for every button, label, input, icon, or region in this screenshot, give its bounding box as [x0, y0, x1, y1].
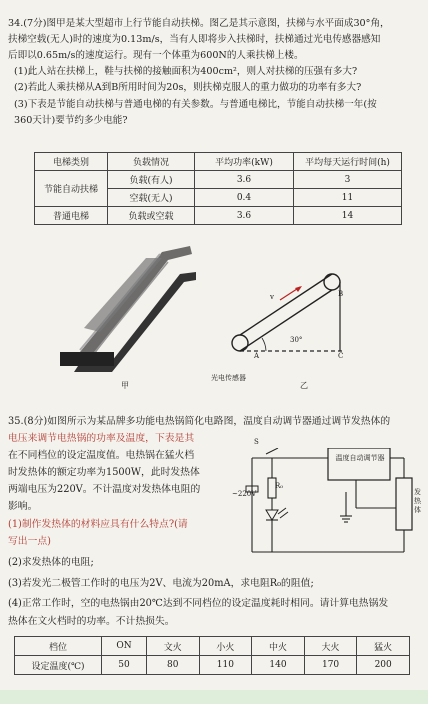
point-c-label: C [338, 352, 344, 360]
q35-line-5: 两端电压为220V。不计温度对发热体电阻的 [8, 484, 201, 495]
table-cell: 节能自动扶梯 [35, 171, 108, 207]
table-cell: 140 [252, 656, 305, 675]
table-cell: 14 [294, 207, 402, 225]
table-row [15, 637, 410, 656]
table-cell: 3.6 [195, 207, 294, 225]
q35-sub-1: (1)制作发热体的材料应具有什么特点?(请 [8, 519, 188, 530]
table-cell: 0.4 [195, 189, 294, 207]
q35-sub-4: (4)正常工作时，空的电热锅由20℃达到不同档位的设定温度耗时相同。请计算电热锅发 [8, 598, 389, 609]
point-b-label: B [338, 290, 344, 298]
page-bottom-band [0, 690, 428, 704]
q34-sub-3-cont: 360天计)要节约多少电能? [14, 115, 128, 126]
table-cell: 中火 [252, 637, 305, 656]
table-row [35, 171, 402, 189]
q35-sub-4-cont: 热体在文火档时的功率。不计热损失。 [8, 616, 175, 627]
table-row [15, 656, 410, 675]
table-cell: 110 [199, 656, 252, 675]
table-cell: 文火 [146, 637, 199, 656]
point-a-label: A [254, 352, 260, 360]
regulator-label: 温度自动调节器 [335, 454, 385, 462]
table-cell: 80 [146, 656, 199, 675]
table-cell: 设定温度(℃) [15, 656, 102, 675]
table-header-row [35, 153, 402, 171]
q35-line-1: 35.(8分)如图所示为某品牌多功能电热锅简化电路图，温度自动调节器通过调节发热体的 [8, 416, 391, 427]
q34-line-1: 34.(7分)图甲是某大型超市上行节能自动扶梯。图乙是其示意图，扶梯与水平面成30°角， [8, 18, 390, 29]
table-header: 负载情况 [108, 153, 195, 171]
sensor-label: 光电传感器 [211, 374, 246, 382]
table-cell: ON [102, 637, 147, 656]
q34-sub-1: (1)此人站在扶梯上，鞋与扶梯的接触面积为400cm²，则人对扶梯的压强有多大? [14, 66, 358, 77]
switch-label: S [254, 438, 259, 446]
table-cell: 50 [102, 656, 147, 675]
r0-label: R₀ [275, 482, 284, 490]
q34-sub-2: (2)若此人乘扶梯从A到B所用时间为20s，则扶梯克服人的重力做功的功率有多大? [14, 82, 362, 93]
table-row [35, 207, 402, 225]
table-header: 电梯类别 [35, 153, 108, 171]
table-cell: 200 [357, 656, 410, 675]
table-cell: 大火 [304, 637, 357, 656]
escalator-schematic [222, 268, 362, 358]
table-cell: 猛火 [357, 637, 410, 656]
table-cell: 负载(有人) [108, 171, 195, 189]
heater-label: 发热体 [414, 488, 421, 514]
q34-elevator-table [34, 152, 402, 225]
table-cell: 11 [294, 189, 402, 207]
table-header: 平均每天运行时间(h) [294, 153, 402, 171]
q35-sub-3: (3)若发光二极管工作时的电压为2V、电流为20mA，求电阻R₀的阻值; [8, 578, 314, 589]
table-header: 平均功率(kW) [195, 153, 294, 171]
q35-line-3: 在不同档位的设定温度值。电热锅在猛火档 [8, 450, 195, 461]
table-cell: 170 [304, 656, 357, 675]
q35-sub-2: (2)求发热体的电阻; [8, 557, 94, 568]
circuit-diagram [236, 448, 424, 560]
table-cell: 普通电梯 [35, 207, 108, 225]
table-cell: 3.6 [195, 171, 294, 189]
q35-gear-table [14, 636, 410, 675]
source-label: ~220V [232, 490, 257, 498]
q35-line-2: 电压来调节电热锅的功率及温度，下表是其 [8, 433, 195, 444]
q35-sub-1-cont: 写出一点) [8, 536, 52, 547]
q35-line-6: 影响。 [8, 501, 38, 512]
escalator-photo-illustration [50, 232, 200, 382]
table-cell: 3 [294, 171, 402, 189]
q34-line-2: 扶梯空载(无人)时的速度为0.13m/s，当有人即将步入扶梯时，扶梯通过光电传感器感知 [8, 34, 381, 45]
table-cell: 小火 [199, 637, 252, 656]
table-cell: 空载(无人) [108, 189, 195, 207]
table-cell: 档位 [15, 637, 102, 656]
q34-line-3: 后即以0.65m/s的速度运行。现有一个体重为600N的人乘扶梯上楼。 [8, 50, 304, 61]
q35-line-4: 时发热体的额定功率为1500W，此时发热体 [8, 467, 200, 478]
velocity-label: v [270, 293, 274, 301]
figure-yi-caption: 乙 [300, 381, 308, 390]
q34-sub-3: (3)下表是节能自动扶梯与普通电梯的有关参数。与普通电梯比，节能自动扶梯一年(按 [14, 99, 377, 110]
angle-label: 30° [290, 336, 303, 344]
figure-jia-caption: 甲 [121, 381, 129, 390]
table-cell: 负载或空载 [108, 207, 195, 225]
